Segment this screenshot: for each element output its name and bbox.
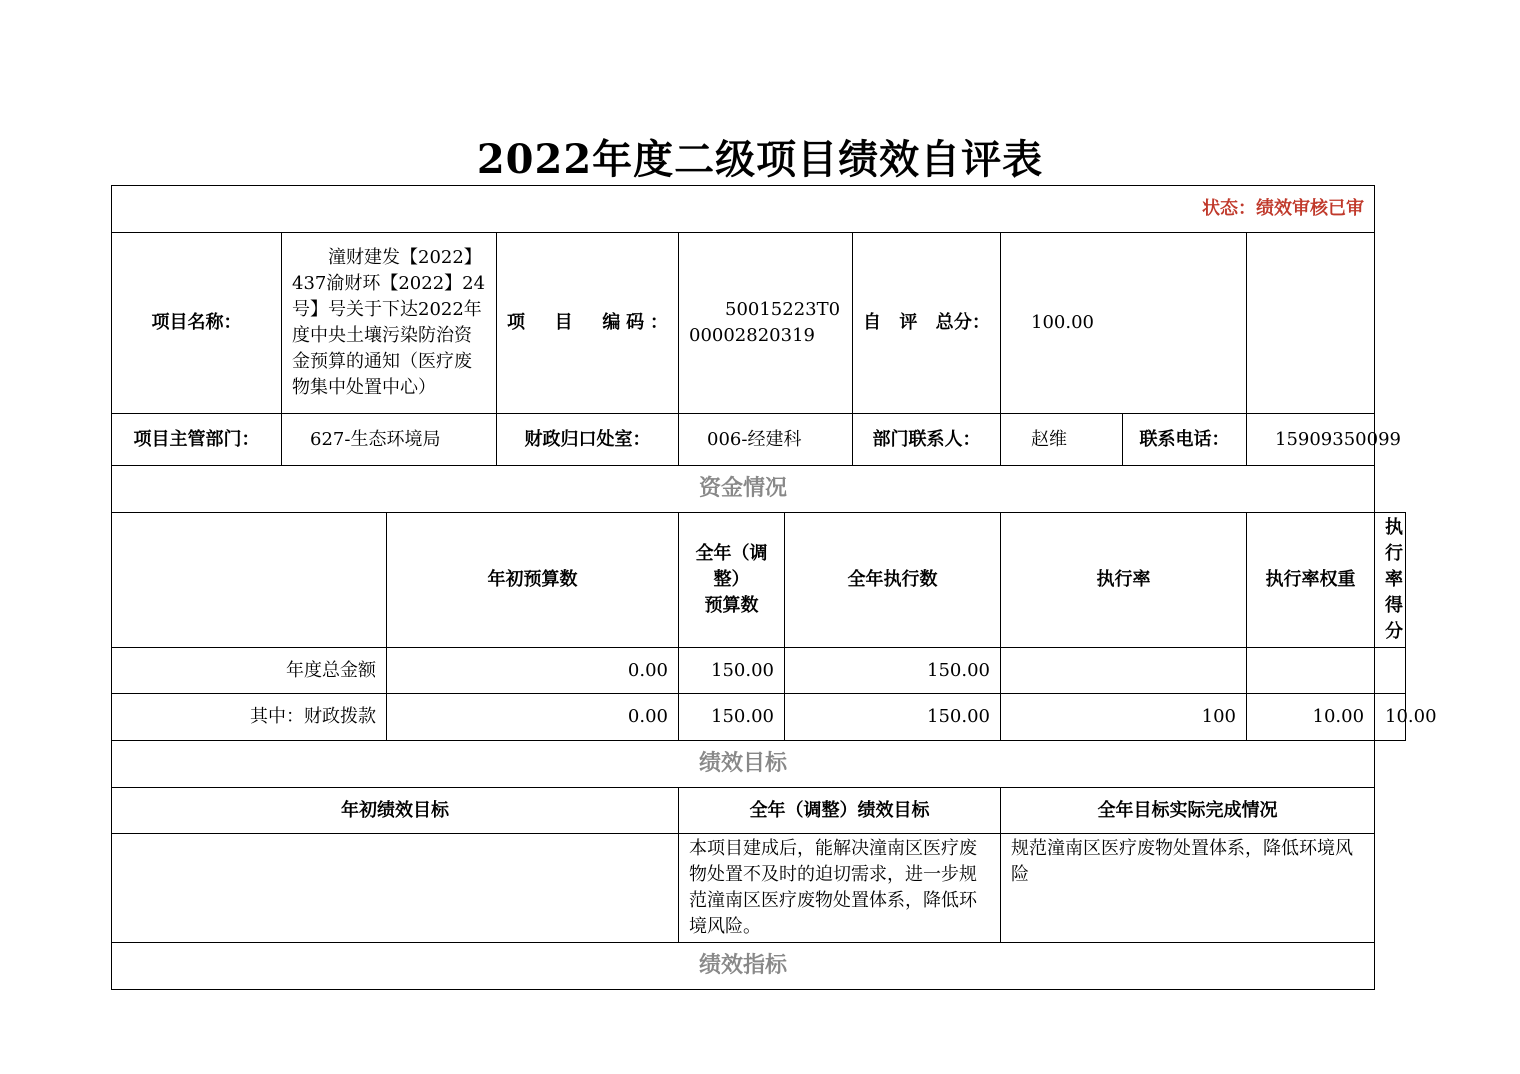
goals-section-title: 绩效目标	[112, 741, 1375, 788]
goals-content-row	[112, 834, 1406, 943]
funds-header-weight: 执行率权重	[1247, 513, 1375, 648]
contact-person-label: 部门联系人：	[853, 414, 1001, 466]
goals-header-adjusted: 全年（调整）绩效目标	[679, 788, 1001, 834]
indicators-section-row	[112, 943, 1406, 990]
goals-header-row	[112, 788, 1406, 834]
funds-header-executed: 全年执行数	[785, 513, 1001, 648]
funds-section-title: 资金情况	[112, 466, 1375, 513]
funds-cell: 0.00	[387, 648, 679, 694]
status-badge: 状态：绩效审核已审	[112, 186, 1375, 233]
self-score-value: 100.00	[1001, 233, 1247, 414]
project-name-value: 潼财建发【2022】437渝财环【2022】24号】号关于下达2022年度中央土壤污染防治资金预算的通知（医疗废物集中处置中心）	[282, 233, 497, 414]
indicators-section-title: 绩效指标	[112, 943, 1375, 990]
table-row	[112, 648, 1406, 694]
phone-label: 联系电话：	[1123, 414, 1247, 466]
project-name-label: 项目名称：	[112, 233, 282, 414]
project-code-label: 项 目 编码：	[497, 233, 679, 414]
goals-initial-value	[112, 834, 679, 943]
goals-adjusted-value: 本项目建成后，能解决潼南区医疗废物处置不及时的迫切需求，进一步规范潼南区医疗废物处置体系，降低环境风险。	[679, 834, 1001, 943]
funds-header-score: 执行率得分	[1375, 513, 1406, 648]
funds-header-blank	[112, 513, 387, 648]
project-code-value: 50015223T000002820319	[679, 233, 853, 414]
goals-header-initial: 年初绩效目标	[112, 788, 679, 834]
funds-cell	[1375, 648, 1406, 694]
funds-cell: 150.00	[785, 694, 1001, 741]
table-row	[112, 694, 1406, 741]
phone-value: 15909350099	[1247, 414, 1375, 466]
funds-header-initial: 年初预算数	[387, 513, 679, 648]
funds-header-rate: 执行率	[1001, 513, 1247, 648]
funds-cell	[1001, 648, 1247, 694]
funds-cell: 10.00	[1375, 694, 1406, 741]
funds-cell: 150.00	[785, 648, 1001, 694]
goals-section-row	[112, 741, 1406, 788]
project-name-row	[112, 233, 1406, 414]
contact-person-value: 赵维	[1001, 414, 1123, 466]
department-label: 项目主管部门：	[112, 414, 282, 466]
evaluation-form	[111, 185, 1437, 990]
department-row	[112, 414, 1406, 466]
funds-header-row	[112, 513, 1406, 648]
funds-cell: 10.00	[1247, 694, 1375, 741]
blank-cell	[1247, 233, 1375, 414]
funds-cell: 150.00	[679, 694, 785, 741]
funds-row-label: 其中：财政拨款	[112, 694, 387, 741]
status-row	[112, 186, 1406, 233]
goals-actual-value: 规范潼南区医疗废物处置体系，降低环境风险	[1001, 834, 1375, 943]
funds-row-label: 年度总金额	[112, 648, 387, 694]
funds-header-adjusted: 全年（调整） 预算数	[679, 513, 785, 648]
department-value: 627-生态环境局	[282, 414, 497, 466]
goals-header-actual: 全年目标实际完成情况	[1001, 788, 1375, 834]
page-title: 2022年度二级项目绩效自评表	[476, 136, 1044, 183]
finance-office-label: 财政归口处室：	[497, 414, 679, 466]
funds-cell: 100	[1001, 694, 1247, 741]
finance-office-value: 006-经建科	[679, 414, 853, 466]
funds-cell	[1247, 648, 1375, 694]
self-score-label: 自 评 总分：	[853, 233, 1001, 414]
funds-cell: 0.00	[387, 694, 679, 741]
funds-cell: 150.00	[679, 648, 785, 694]
funds-section-row	[112, 466, 1406, 513]
